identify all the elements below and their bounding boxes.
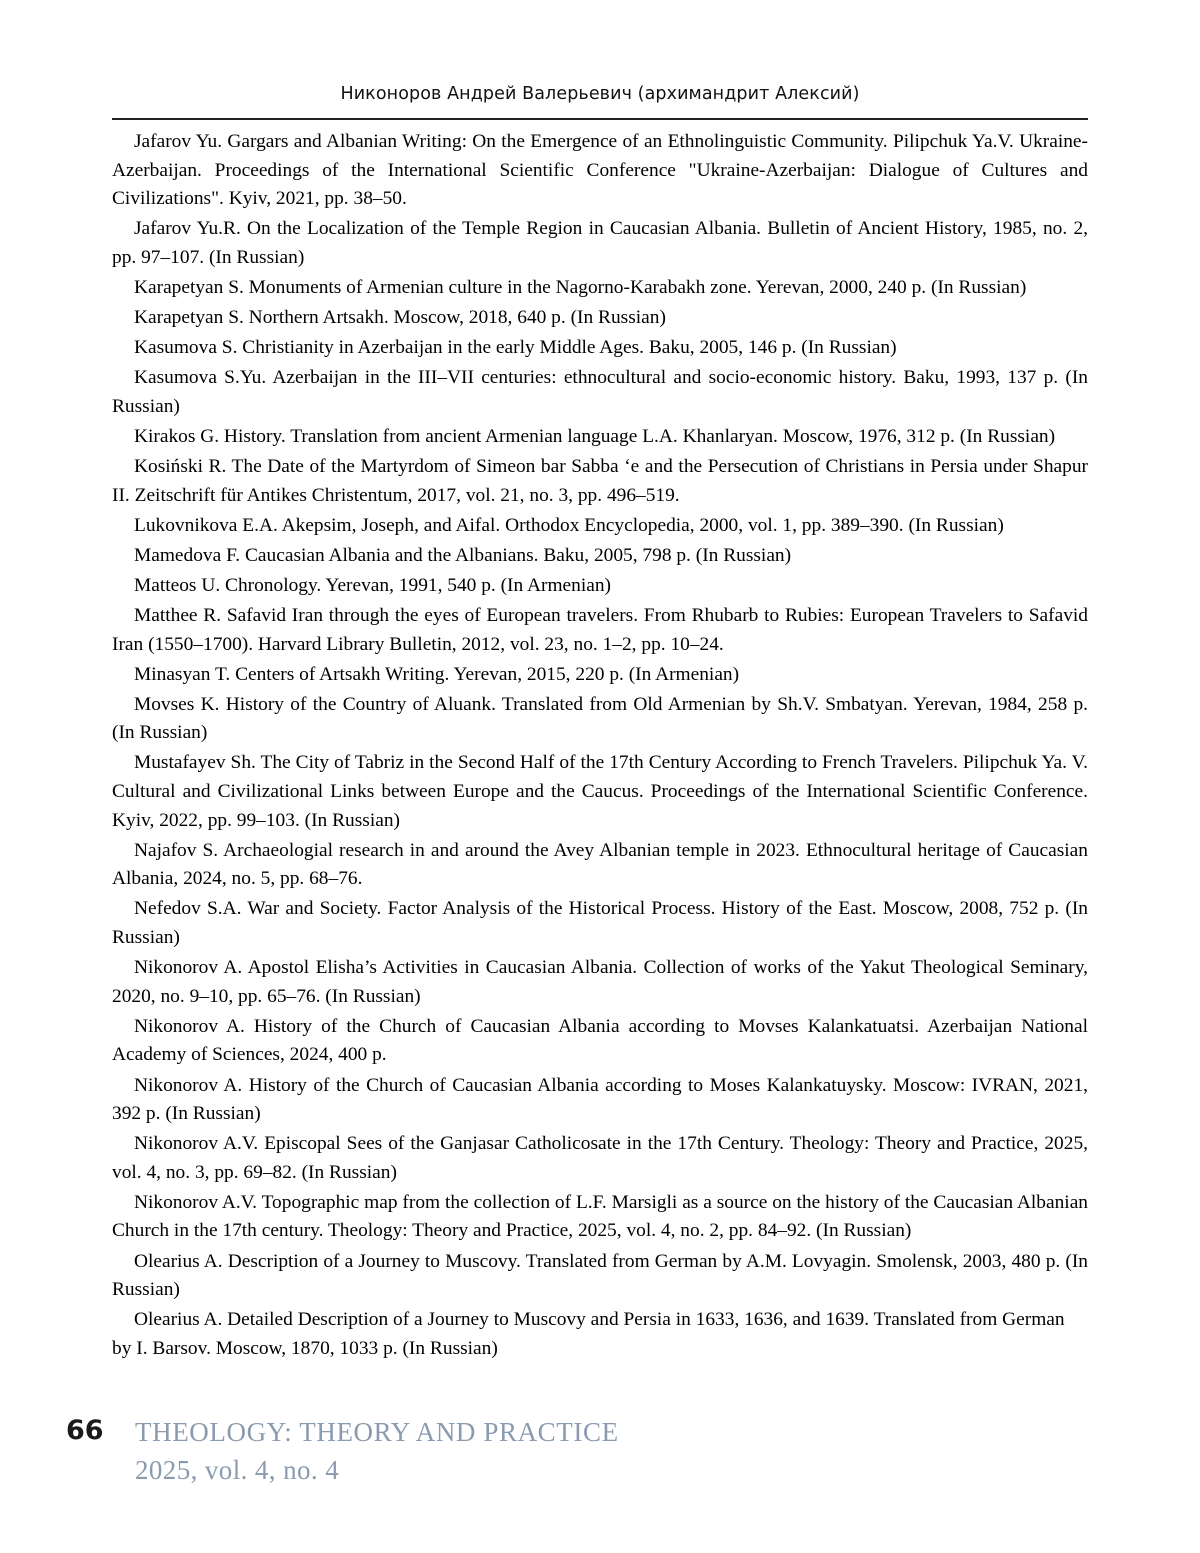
reference-entry: Nikonorov A.V. Topographic map from the collection of L.F. Marsigli as a source on the history of the Caucasian Albanian Church in the 17th century. Theology: Theory and Practice, 2025, vol. 4, no. 2, pp. 84–92. (In Russian) — [112, 1191, 1088, 1242]
reference-entry: Movses K. History of the Country of Aluank. Translated from Old Armenian by Sh.V. Smbatyan. Yerevan, 1984, 258 p. (In Russian) — [112, 693, 1088, 744]
reference-entry: Kirakos G. History. Translation from ancient Armenian language L.A. Khanlaryan. Moscow, 1976, 312 p. (In Russian) — [134, 425, 1056, 447]
reference-entry: Karapetyan S. Northern Artsakh. Moscow, 2018, 640 p. (In Russian) — [134, 307, 666, 329]
reference-entry: Kasumova S. Christianity in Azerbaijan in the early Middle Ages. Baku, 2005, 146 p. (In Russian) — [134, 337, 897, 359]
reference-entry: Nikonorov A. History of the Church of Caucasian Albania according to Movses Kalankatuatsi. Azerbaijan National Academy of Sciences, 2024, 400 p. — [112, 1015, 1088, 1066]
reference-entry: Matthee R. Safavid Iran through the eyes of European travelers. From Rhubarb to Rubies: European Travelers to Safavid Iran (1550–1700). Harvard Library Bulletin, 2012, vol. 23, no. 1–2, pp. 10–24. — [112, 605, 1088, 655]
reference-entry: Karapetyan S. Monuments of Armenian culture in the Nagorno-Karabakh zone. Yerevan, 2000, 240 p. (In Russian) — [134, 276, 1027, 298]
page-number: 66 — [66, 1415, 104, 1446]
reference-entry: Kosiński R. The Date of the Martyrdom of Simeon bar Sabba ‘e and the Persecution of Christians in Persia under Shapur II. Zeitschrift für Antikes Christentum, 2017, vol. 21, no. 3, pp. 496–519. — [112, 456, 1088, 506]
reference-entry: Jafarov Yu. Gargars and Albanian Writing: On the Emergence of an Ethnolinguistic Community. Pilipchuk Ya.V. Ukraine-Azerbaijan. Proceedings of the International Scientific Conference "Ukraine-Azerbaijan: Dialogue of Cultures and Civilizations". Kyiv, 2021, pp. 38–50. — [112, 131, 1088, 210]
reference-entry: Mustafayev Sh. The City of Tabriz in the Second Half of the 17th Century According to French Travelers. Pilipchuk Ya. V. Cultural and Civilizational Links between Europe and the Caucus. Proceedings of the International Scientific Conference. Kyiv, 2022, pp. 99–103. (In Russian) — [112, 752, 1088, 831]
reference-entry: Jafarov Yu.R. On the Localization of the Temple Region in Caucasian Albania. Bulletin of Ancient History, 1985, no. 2, pp. 97–107. (In Russian) — [112, 218, 1088, 268]
reference-entry: Olearius A. Description of a Journey to Muscovy. Translated from German by A.M. Lovyagin. Smolensk, 2003, 480 p. (In Russian) — [112, 1250, 1088, 1301]
reference-entry: Mamedova F. Caucasian Albania and the Albanians. Baku, 2005, 798 p. (In Russian) — [134, 544, 792, 566]
reference-entry: Minasyan T. Centers of Artsakh Writing. Yerevan, 2015, 220 p. (In Armenian) — [134, 663, 740, 685]
reference-entry: Nikonorov A.V. Episcopal Sees of the Ganjasar Catholicosate in the 17th Century. Theology: Theory and Practice, 2025, vol. 4, no. 3, pp. 69–82. (In Russian) — [112, 1133, 1088, 1183]
journal-title: THEOLOGY: THEORY AND PRACTICE — [135, 1417, 619, 1447]
running-head: Никоноров Андрей Валерьевич (архимандрит Алексий) — [340, 84, 860, 104]
reference-entry: Lukovnikova E.A. Akepsim, Joseph, and Aifal. Orthodox Encyclopedia, 2000, vol. 1, pp. 389–390. (In Russian) — [134, 514, 1004, 536]
reference-entry: Nefedov S.A. War and Society. Factor Analysis of the Historical Process. History of the East. Moscow, 2008, 752 p. (In Russian) — [112, 898, 1088, 949]
reference-entry: Nikonorov A. Apostol Elisha’s Activities in Caucasian Albania. Collection of works of the Yakut Theological Seminary, 2020, no. 9–10, pp. 65–76. (In Russian) — [112, 957, 1088, 1007]
reference-entry: Olearius A. Detailed Description of a Journey to Muscovy and Persia in 1633, 1636, and 1639. Translated from German by I. Barsov. Moscow, 1870, 1033 p. (In Russian) — [112, 1309, 1065, 1359]
reference-entry: Matteos U. Chronology. Yerevan, 1991, 540 p. (In Armenian) — [134, 574, 611, 596]
journal-issue: 2025, vol. 4, no. 4 — [135, 1455, 340, 1485]
references-list — [112, 128, 1088, 1365]
reference-entry: Najafov S. Archaeologial research in and around the Avey Albanian temple in 2023. Ethnocultural heritage of Caucasian Albania, 2024, no. 5, pp. 68–76. — [112, 839, 1088, 890]
reference-entry: Nikonorov A. History of the Church of Caucasian Albania according to Moses Kalankatuysky. Moscow: IVRAN, 2021, 392 p. (In Russian) — [112, 1074, 1088, 1125]
reference-entry: Kasumova S.Yu. Azerbaijan in the III–VII centuries: ethnocultural and socio-economic history. Baku, 1993, 137 p. (In Russian) — [112, 367, 1088, 417]
header-divider — [112, 118, 1088, 120]
page-footer — [0, 1403, 1200, 1553]
